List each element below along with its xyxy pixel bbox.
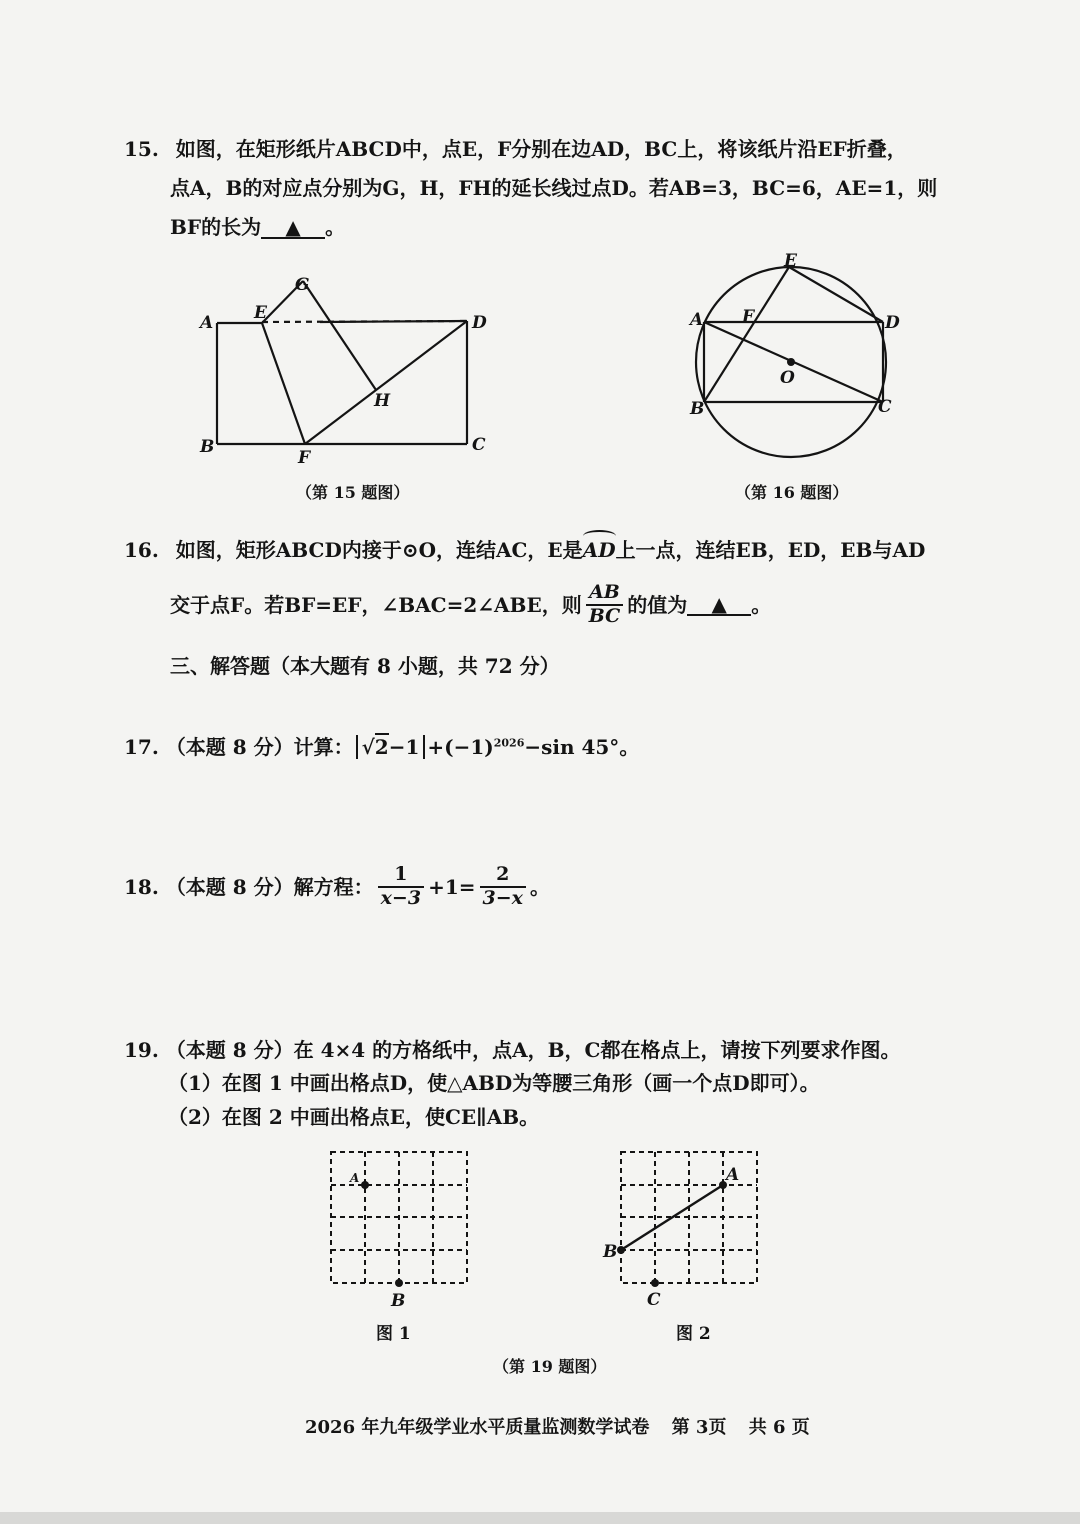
q16-figure: [680, 250, 910, 480]
q17-number: 17.: [124, 735, 159, 759]
q19-fig2-label-a: A: [726, 1165, 740, 1185]
q19-fig2-caption: 图 2: [676, 1324, 711, 1344]
q19-fig1-label-b: B: [391, 1291, 406, 1311]
q19-fig2-segment-ab: [621, 1185, 723, 1250]
q15-line1: [124, 139, 907, 159]
q16-text-line1a: 如图，矩形ABCD内接于⊙O，连结AC，E是: [175, 538, 583, 562]
q16-arc-mark: [583, 530, 616, 542]
q16-blank-mark: ▲: [711, 591, 727, 616]
q16-label-b: B: [690, 399, 705, 419]
q15-line3: [170, 217, 345, 239]
q15-label-f: F: [298, 448, 311, 468]
scan-bottom-edge: [0, 1512, 1080, 1524]
q18-frac1-den: x−3: [380, 886, 422, 909]
q16-frac-den: BC: [588, 604, 621, 627]
q18-fraction-1: [378, 864, 424, 910]
footer-title: 2026 年九年级学业水平质量监测数学试卷: [305, 1417, 650, 1438]
q18-end: 。: [529, 874, 550, 899]
q15-segment-d-edge: [320, 321, 467, 322]
q19-fig2-point-c: [651, 1279, 659, 1287]
q15-label-e: E: [254, 303, 267, 323]
q16-label-a: A: [690, 310, 704, 330]
q16-number: 16.: [124, 538, 159, 562]
q16-label-o: O: [780, 368, 795, 388]
q16-fraction: [586, 582, 624, 628]
q17-tail: −sin 45°: [524, 735, 620, 759]
q15-figure: [180, 260, 520, 480]
footer-total-pages: 共 6 页: [748, 1417, 810, 1438]
q18-prefix: （本题 8 分）解方程：: [165, 874, 374, 899]
q19-text-line1: （本题 8 分）在 4×4 的方格纸中，点A，B，C都在格点上，请按下列要求作图。: [165, 1038, 901, 1062]
q18-number: 18.: [124, 874, 159, 899]
q15-number: 15.: [124, 137, 159, 161]
q19-caption: （第 19 题图）: [493, 1357, 607, 1376]
q17-abs: [356, 735, 426, 759]
q16-arc-ad: [583, 534, 616, 560]
q15-label-h: H: [374, 391, 391, 411]
q18-frac1-num: 1: [378, 864, 424, 888]
q18-fraction-2: [480, 864, 526, 910]
q15-label-b: B: [200, 437, 215, 457]
q19-fig2-label-c: C: [647, 1290, 661, 1310]
q16-label-f: F: [742, 307, 755, 327]
q16-line2: [170, 582, 771, 628]
q19-fig1-label-a: A: [350, 1171, 360, 1185]
q15-label-c: C: [472, 435, 486, 455]
q15-line3-end: 。: [325, 215, 346, 239]
q15-blank-mark: ▲: [285, 215, 301, 239]
q15-label-a: A: [200, 313, 214, 333]
footer-page-number: 第 3页: [671, 1417, 727, 1438]
q15-caption: （第 15 题图）: [296, 483, 410, 502]
q16-text-line2b: 的值为: [627, 592, 688, 617]
q16-line1: [124, 534, 925, 560]
q19-number: 19.: [124, 1038, 159, 1062]
q16-text-line2a: 交于点F。若BF=EF，∠BAC=2∠ABE，则: [170, 592, 582, 617]
page-footer: [305, 1413, 810, 1439]
q17-end: 。: [619, 735, 640, 759]
q17-abs-tail: −1: [388, 735, 420, 759]
q19-fig1-caption: 图 1: [376, 1324, 411, 1344]
q16-frac-num: AB: [586, 582, 624, 606]
q16-line2-end: 。: [751, 592, 772, 617]
q15-text-line2: 点A，B的对应点分别为G，H，FH的延长线过点D。若AB=3，BC=6，AE=1，则: [170, 176, 938, 200]
q18-plus-one: +1=: [428, 874, 476, 899]
q17-exponent: 2026: [493, 736, 525, 750]
q18-frac2-den: 3−x: [482, 886, 523, 909]
q19-line1: [124, 1040, 900, 1060]
q17-sqrt-radicand: 2: [374, 735, 389, 759]
q15-label-g: G: [295, 275, 310, 295]
q16-label-d: D: [885, 313, 900, 333]
q15-label-d: D: [472, 313, 487, 333]
q19-fig2-label-b: B: [603, 1242, 618, 1262]
q19-figure-1: [320, 1140, 480, 1315]
q19-fig2-point-b: [617, 1246, 625, 1254]
q17-prefix: （本题 8 分）计算：: [165, 735, 354, 759]
q19-fig1-point-b: [395, 1279, 403, 1287]
q16-segment-ed: [789, 267, 883, 322]
section3-title: 三、解答题（本大题有 8 小题，共 72 分）: [170, 654, 560, 678]
q16-label-e: E: [784, 251, 797, 271]
q18-line: [124, 864, 550, 910]
q16-caption: （第 16 题图）: [735, 483, 849, 502]
q19-figure-2: [600, 1140, 770, 1315]
q15-text-line3: BF的长为: [170, 215, 262, 239]
q15-segment-ef: [262, 323, 305, 444]
q16-center-dot: [787, 358, 795, 366]
q15-answer-blank: [261, 217, 325, 239]
q17-sqrt-sign: √: [361, 735, 375, 759]
q18-frac2-num: 2: [480, 864, 526, 888]
q15-text-line1: 如图，在矩形纸片ABCD中，点E，F分别在边AD，BC上，将该纸片沿EF折叠，: [175, 137, 907, 161]
q16-answer-blank: [687, 591, 751, 616]
q16-segment-eb: [704, 267, 789, 402]
q16-arc-label: AD: [582, 538, 616, 562]
q16-label-c: C: [878, 397, 892, 417]
q17-mid: +(−1): [427, 735, 494, 759]
q15-segment-fd: [305, 321, 467, 444]
q19-sub1: （1）在图 1 中画出格点D，使△ABD为等腰三角形（画一个点D即可）。: [168, 1071, 820, 1095]
q15-segment-gh: [303, 281, 376, 390]
q19-sub2: （2）在图 2 中画出格点E，使CE∥AB。: [168, 1105, 540, 1129]
q17-line: [124, 735, 639, 759]
q19-fig1-point-a: [361, 1181, 369, 1189]
q16-text-line1b: 上一点，连结EB，ED，EB与AD: [615, 538, 926, 562]
